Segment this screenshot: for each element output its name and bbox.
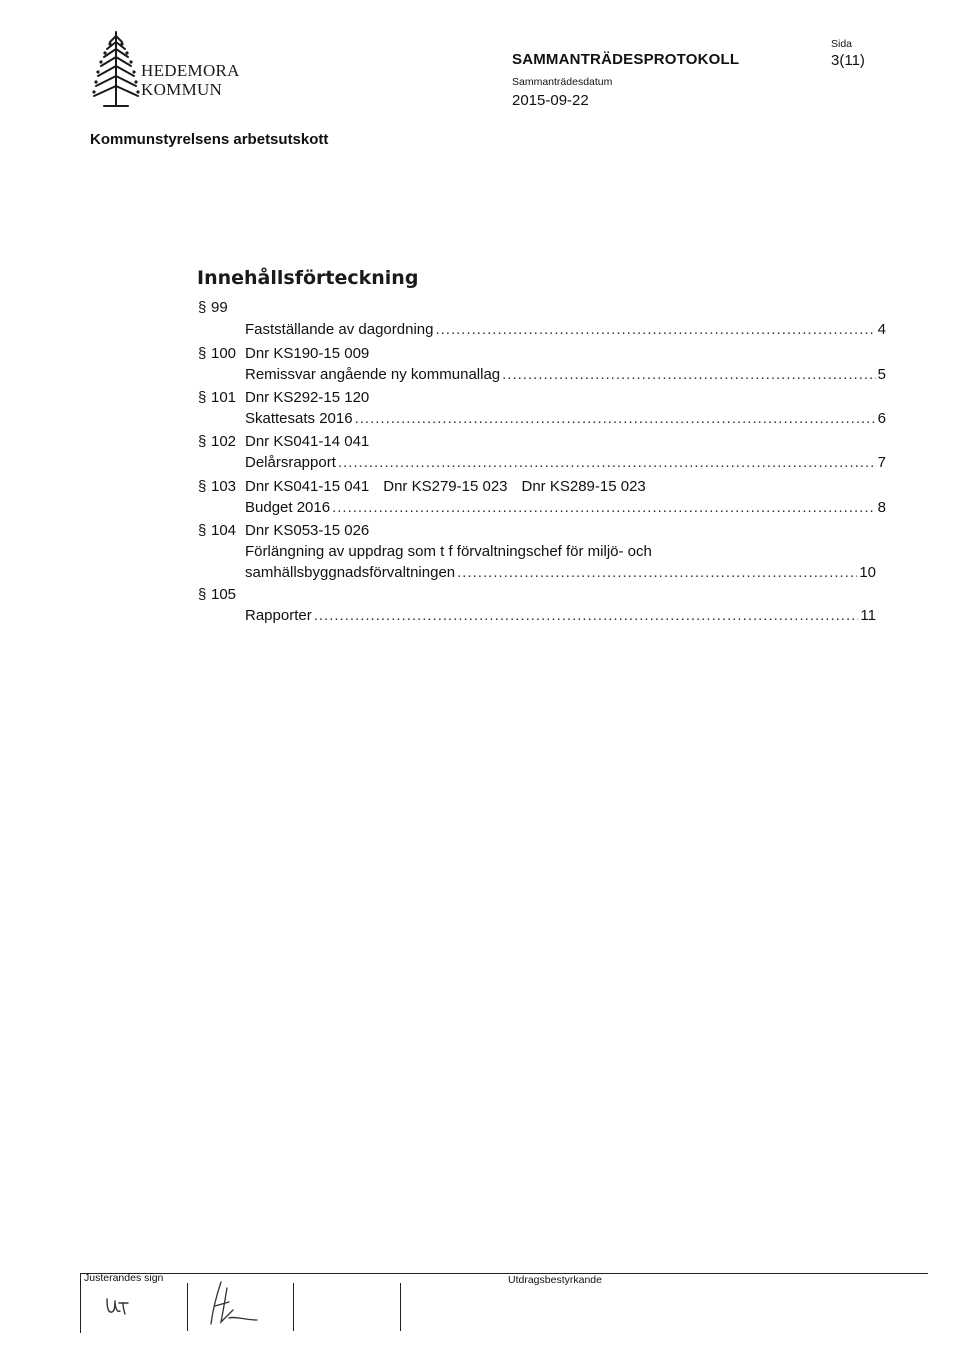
entry-dnr-2: Dnr KS279-15 023	[383, 478, 508, 495]
entry-title-line1: Förlängning av uppdrag som t f förvaltningschef för miljö- och	[245, 543, 652, 560]
entry-title: Skattesats 2016	[245, 410, 353, 427]
entry-title: Rapporter	[245, 607, 312, 624]
signature-divider	[187, 1283, 188, 1331]
dot-leader	[435, 320, 875, 340]
org-name-line2: KOMMUN	[141, 80, 223, 99]
handwritten-initials-1	[104, 1293, 130, 1322]
signature-divider	[293, 1283, 294, 1331]
section-number: 100	[211, 345, 237, 362]
section-number: 99	[211, 299, 228, 316]
entry-page: 10	[859, 564, 876, 581]
municipality-logo	[90, 30, 250, 112]
entry-page: 11	[860, 607, 876, 624]
org-name-line1: HEDEMORA	[141, 61, 240, 80]
section-number: 105	[211, 586, 237, 603]
committee-name: Kommunstyrelsens arbetsutskott	[90, 131, 329, 148]
spruce-tree-icon	[90, 30, 142, 112]
section-symbol: §	[198, 389, 207, 406]
entry-dnr-3: Dnr KS289-15 023	[521, 478, 646, 495]
section-number: 102	[211, 433, 237, 450]
section-number: 101	[211, 389, 237, 406]
entry-dnr: Dnr KS053-15 026	[245, 522, 370, 539]
entry-page: 6	[877, 410, 886, 427]
entry-title: Budget 2016	[245, 499, 331, 516]
entry-title: Remissvar angående ny kommunallag	[245, 366, 501, 383]
entry-page: 8	[877, 499, 886, 516]
entry-dnr: Dnr KS292-15 120	[245, 389, 370, 406]
dot-leader	[332, 498, 876, 518]
section-symbol: §	[198, 586, 207, 603]
entry-page: 7	[877, 454, 886, 471]
page-label: Sida	[831, 38, 853, 50]
handwritten-initials-2	[205, 1280, 261, 1337]
section-number: 104	[211, 522, 237, 539]
entry-dnr: Dnr KS190-15 009	[245, 345, 370, 362]
signature-label: Justerandes sign	[84, 1272, 164, 1284]
section-symbol: §	[198, 299, 207, 316]
entry-title: Fastställande av dagordning	[245, 321, 434, 338]
section-symbol: §	[198, 478, 207, 495]
entry-dnr: Dnr KS041-15 041	[245, 478, 370, 495]
extract-certification-label: Utdragsbestyrkande	[508, 1274, 602, 1286]
entry-title: samhällsbyggnadsförvaltningen	[245, 564, 456, 581]
dot-leader	[502, 365, 876, 385]
entry-dnr: Dnr KS041-14 041	[245, 433, 370, 450]
section-symbol: §	[198, 345, 207, 362]
dot-leader	[314, 606, 859, 626]
meeting-date-label: Sammanträdesdatum	[512, 76, 613, 88]
dot-leader	[338, 453, 876, 473]
page-number: 3(11)	[831, 52, 865, 69]
toc-title: Innehållsförteckning	[197, 267, 419, 289]
entry-page: 5	[877, 366, 886, 383]
section-number: 103	[211, 478, 237, 495]
dot-leader	[457, 563, 857, 583]
signature-divider	[400, 1283, 401, 1331]
entry-page: 4	[877, 321, 886, 338]
entry-title: Delårsrapport	[245, 454, 336, 471]
dot-leader	[355, 409, 876, 429]
section-symbol: §	[198, 522, 207, 539]
document-type: SAMMANTRÄDESPROTOKOLL	[512, 51, 740, 68]
section-symbol: §	[198, 433, 207, 450]
meeting-date: 2015-09-22	[512, 92, 589, 109]
